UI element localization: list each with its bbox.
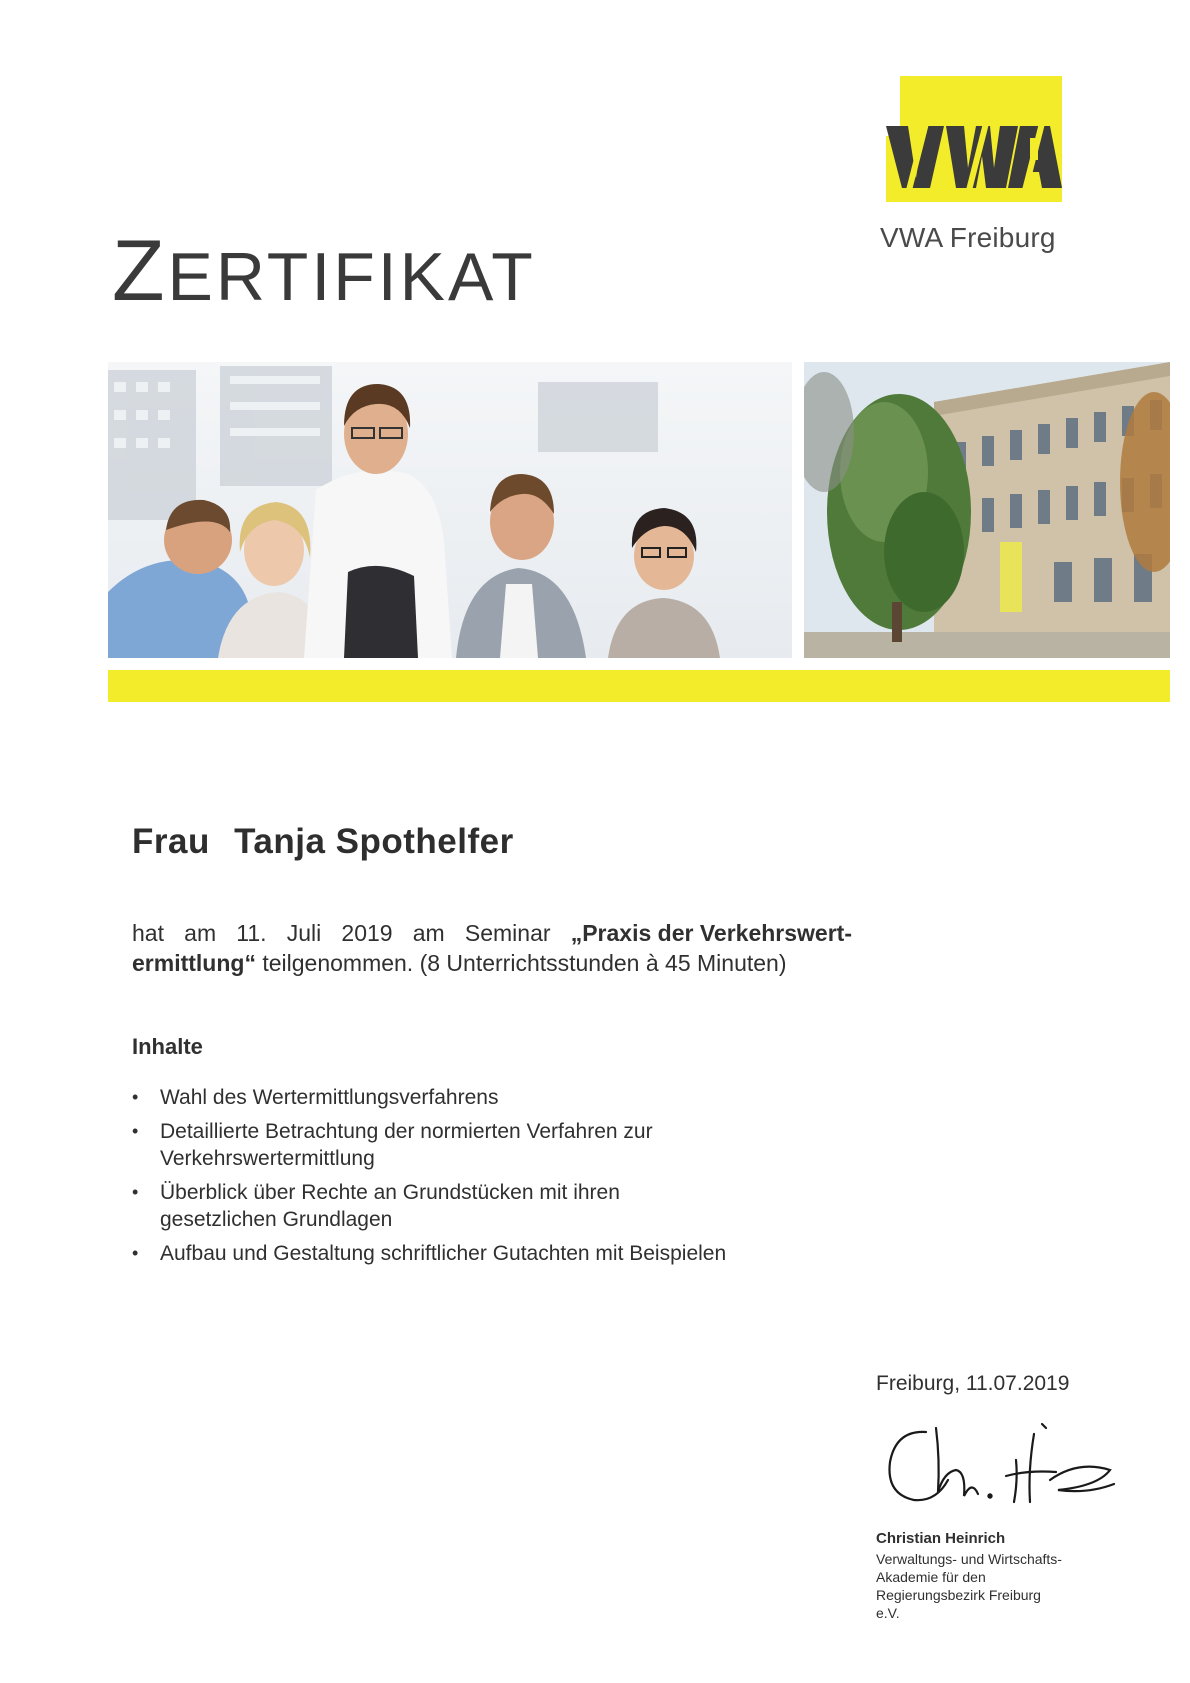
recipient-salutation: Frau bbox=[132, 822, 210, 861]
participation-statement bbox=[132, 918, 852, 978]
bullet-icon: • bbox=[132, 1087, 139, 1107]
signer-organization bbox=[876, 1550, 1106, 1622]
statement-word: 2019 bbox=[341, 920, 393, 946]
list-item-text: Überblick über Rechte an Grundstücken mit ihren gesetzlichen Grundlagen bbox=[160, 1181, 620, 1231]
list-item-text: Aufbau und Gestaltung schriftlicher Gutachten mit Beispielen bbox=[160, 1242, 727, 1265]
list-item bbox=[132, 1118, 700, 1172]
signer-name: Christian Heinrich bbox=[876, 1530, 1006, 1547]
statement-line-2 bbox=[132, 948, 852, 978]
list-item bbox=[132, 1084, 832, 1111]
university-building-photo bbox=[804, 362, 1170, 658]
org-line: Akademie für den bbox=[876, 1569, 986, 1585]
logo-caption: VWA Freiburg bbox=[880, 222, 1056, 253]
recipient-name: Tanja Spothelfer bbox=[234, 822, 514, 861]
contents-list bbox=[132, 1084, 832, 1274]
org-line: Verwaltungs- und Wirtschafts- bbox=[876, 1551, 1062, 1567]
list-item-text: Detaillierte Betrachtung der normierten Verfahren zur Verkehrswertermittlung bbox=[160, 1120, 653, 1170]
contents-heading: Inhalte bbox=[132, 1034, 203, 1059]
statement-word: Juli bbox=[286, 920, 322, 946]
bullet-icon: • bbox=[132, 1243, 139, 1263]
title-rest: ERTIFIKAT bbox=[167, 239, 536, 315]
statement-rest: teilgenommen. (8 Unterrichtsstunden à 45 Minuten) bbox=[255, 950, 787, 976]
accent-bar bbox=[108, 670, 1170, 702]
statement-word: hat bbox=[132, 920, 164, 946]
statement-word: am bbox=[184, 920, 217, 946]
org-line: e.V. bbox=[876, 1605, 900, 1621]
statement-word: 11. bbox=[236, 920, 267, 946]
title-initial: Z bbox=[112, 223, 168, 319]
bullet-icon: • bbox=[132, 1121, 139, 1141]
org-line: Regierungsbezirk Freiburg bbox=[876, 1587, 1041, 1603]
certificate-title bbox=[112, 222, 536, 321]
list-item bbox=[132, 1240, 832, 1267]
statement-word: am bbox=[412, 920, 445, 946]
people-group-photo bbox=[108, 362, 792, 658]
statement-word: Seminar bbox=[464, 920, 551, 946]
vwa-logo bbox=[886, 76, 1062, 202]
handwritten-signature bbox=[878, 1410, 1128, 1520]
seminar-title-part-2: ermittlung“ bbox=[132, 950, 256, 976]
seminar-title-part-1: „Praxis der Verkehrswert- bbox=[570, 920, 852, 946]
statement-line-1 bbox=[132, 918, 852, 948]
recipient-line bbox=[132, 822, 514, 862]
list-item bbox=[132, 1179, 680, 1233]
list-item-text: Wahl des Wertermittlungsverfahrens bbox=[160, 1086, 499, 1109]
place-date: Freiburg, 11.07.2019 bbox=[876, 1372, 1070, 1395]
bullet-icon: • bbox=[132, 1182, 139, 1202]
